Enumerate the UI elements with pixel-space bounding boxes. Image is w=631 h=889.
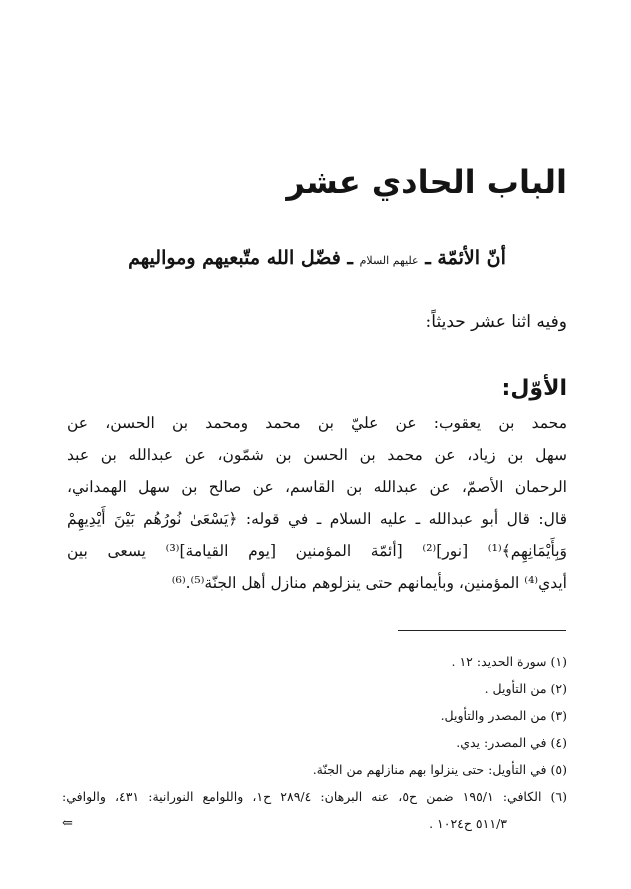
body-line: سهل بن زياد، عن محمد بن الحسن بن شمّون، عن عبدالله بن عبد <box>67 446 567 464</box>
subtitle-honorific: عليهم السلام <box>359 254 419 267</box>
footnote: (٥) في التأويل: حتى ينزلوا بهم منازلهم من الجنّة. <box>312 762 567 777</box>
footnotes <box>62 648 567 837</box>
footnote: (٢) من التأويل . <box>484 681 567 696</box>
subtitle-part-1: أنّ الأئمّة ـ <box>425 247 506 269</box>
footnote-continuation: ٥١١/٣ ح١٠٢٤ . <box>429 816 507 831</box>
footnote-separator <box>398 630 566 631</box>
body-line: وَبِأَيْمَانِهِم﴾⁽¹⁾ [نور]⁽²⁾ [أئمّة المؤمنين [يوم القيامة]⁽³⁾ يسعى بين <box>67 542 567 560</box>
body-line: قال: قال أبو عبدالله ـ عليه السلام ـ في قوله: ﴿يَسْعَىٰ نُورُهُم بَيْنَ أَيْدِيهِمْ <box>67 510 567 528</box>
chapter-title: الباب الحادي عشر <box>286 163 567 201</box>
footnote-continuation-line <box>62 810 567 837</box>
body-line: أيدي⁽⁴⁾ المؤمنين، وبأيمانهم حتى ينزلوهم منازل أهل الجنّة⁽⁵⁾.⁽⁶⁾ <box>171 574 567 592</box>
chapter-subtitle <box>67 243 567 276</box>
subtitle-part-2: ـ فضّل الله متّبعيهم ومواليهم <box>128 247 353 269</box>
hadith-text <box>67 407 567 599</box>
footnote: (١) سورة الحديد: ١٢ . <box>451 654 567 669</box>
footnote: (٦) الكافي: ١٩٥/١ ضمن ح٥، عنه البرهان: ٢٨٩/٤ ح١، واللوامع النورانية: ٤٣١، والوافي: <box>62 789 567 804</box>
footnote: (٤) في المصدر: يدي. <box>456 735 567 750</box>
body-line: الرحمان الأصمّ، عن عبدالله بن القاسم، عن صالح بن سهل الهمداني، <box>67 478 567 496</box>
intro-line: وفيه اثنا عشر حديثاً: <box>425 312 567 332</box>
section-heading: الأوّل: <box>501 376 567 401</box>
continuation-arrow-icon: ⇐ <box>62 816 73 831</box>
footnote: (٣) من المصدر والتأويل. <box>440 708 567 723</box>
body-line: محمد بن يعقوب: عن عليّ بن محمد ومحمد بن الحسن، عن <box>67 414 567 432</box>
